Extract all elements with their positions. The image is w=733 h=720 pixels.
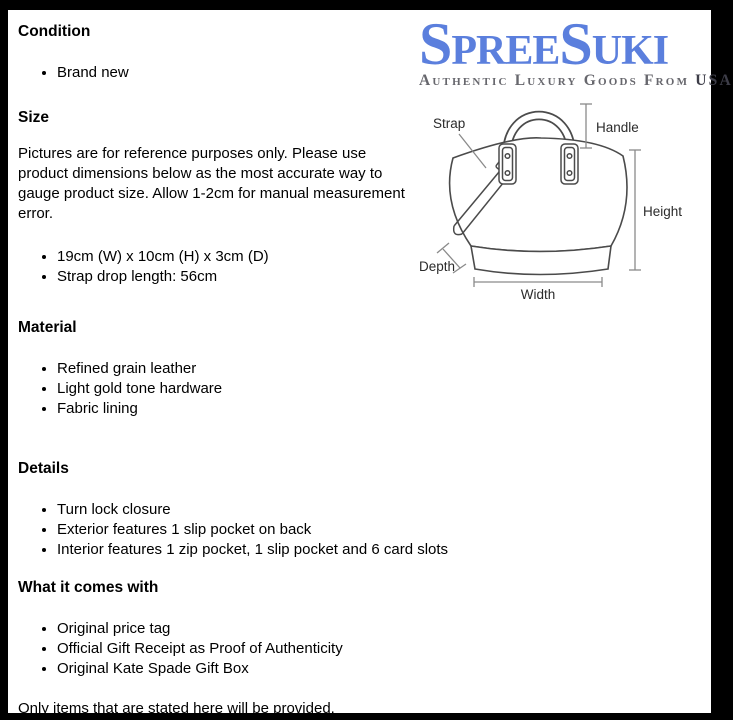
width-label: Width [520, 287, 556, 302]
section-heading-material: Material [18, 319, 77, 336]
list-item: • 19cm (W) x 10cm (H) x 3cm (D) [57, 247, 711, 267]
footer-note: Only items that are stated here will be provided. [18, 700, 335, 717]
list-item: • Official Gift Receipt as Proof of Authenticity [57, 639, 711, 659]
height-label: Height [643, 204, 683, 219]
list-item: • Original Kate Spade Gift Box [57, 659, 711, 679]
section-heading-condition: Condition [18, 23, 91, 40]
brand-name: SpreeSuki [419, 11, 669, 77]
list-item: • Original price tag [57, 619, 711, 639]
list-item: • Light gold tone hardware [57, 379, 711, 399]
list-item: • Interior features 1 zip pocket, 1 slip pocket and 6 card slots [57, 540, 711, 560]
section-heading-size: Size [18, 109, 50, 126]
list-item: • Brand new [57, 63, 711, 83]
list-item: • Turn lock closure [57, 500, 711, 520]
listing-description-page [8, 10, 733, 717]
size-disclaimer: Pictures are for reference purposes only. Please use product dimensions below as the most accurate way to gauge product size. Allow 1-2cm for manual measurement error. [18, 145, 405, 222]
section-heading-what-it-comes-with: What it comes with [18, 579, 159, 596]
details-list [18, 500, 711, 560]
brand-tagline [419, 72, 733, 90]
tagline-usa: USA [695, 72, 733, 89]
list-item: • Strap drop length: 56cm [57, 267, 711, 287]
strap-label: Strap [433, 116, 466, 131]
list-item: • Exterior features 1 slip pocket on back [57, 520, 711, 540]
bag-measurement-diagram [419, 96, 709, 301]
section-heading-details: Details [18, 460, 69, 477]
list-item: • Fabric lining [57, 399, 711, 419]
comes-with-list [18, 619, 711, 679]
brand-logo [419, 11, 733, 90]
depth-label: Depth [419, 259, 456, 274]
tagline-text: Authentic Luxury Goods From [419, 72, 690, 89]
list-item: • Refined grain leather [57, 359, 711, 379]
right-column [419, 11, 733, 302]
handle-label: Handle [596, 120, 639, 135]
material-list [18, 359, 711, 419]
